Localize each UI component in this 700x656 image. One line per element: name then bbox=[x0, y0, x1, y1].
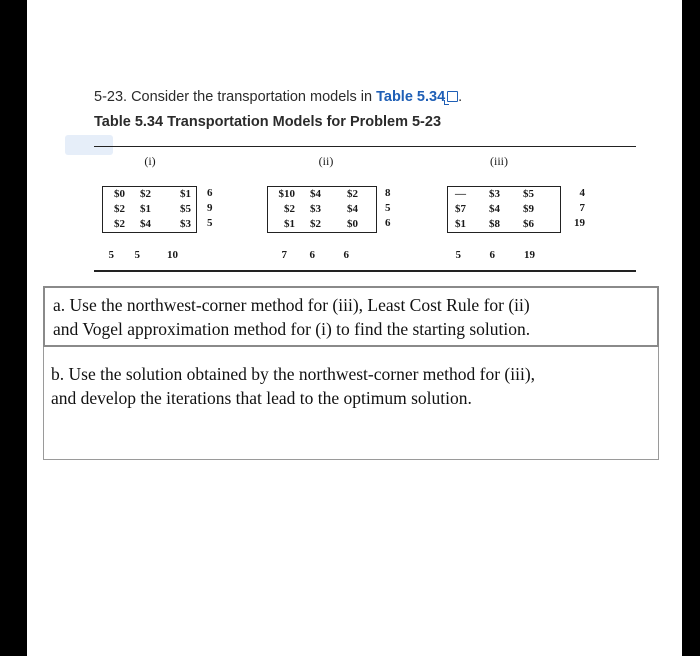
problem-suffix: . bbox=[458, 89, 463, 105]
problem-prefix: 5-23. Consider the transportation models in bbox=[94, 89, 377, 105]
cost-cell: $2 bbox=[310, 218, 321, 230]
demand-value: 10 bbox=[167, 249, 178, 261]
cost-cell: $5 bbox=[523, 188, 534, 200]
supply-value: 6 bbox=[385, 217, 391, 229]
demand-value: 7 bbox=[281, 249, 287, 261]
table-title: Table 5.34 Transportation Models for Problem 5-23 bbox=[94, 114, 442, 130]
cost-row bbox=[103, 217, 196, 232]
cost-cell: $1 bbox=[180, 188, 191, 200]
model-ii-demand bbox=[267, 249, 349, 261]
cost-row bbox=[103, 202, 196, 217]
cost-cell: $1 bbox=[140, 203, 151, 215]
supply-value: 5 bbox=[207, 217, 213, 229]
problem-statement bbox=[94, 89, 462, 105]
cost-row bbox=[268, 202, 376, 217]
cost-cell: $0 bbox=[114, 188, 125, 200]
cost-cell: — bbox=[455, 188, 466, 200]
table-top-rule bbox=[94, 146, 636, 147]
model-i-label: (i) bbox=[144, 154, 156, 168]
cost-cell: $4 bbox=[489, 203, 500, 215]
cost-cell: $10 bbox=[278, 188, 295, 200]
document-page bbox=[27, 0, 682, 656]
cost-cell: $2 bbox=[140, 188, 151, 200]
model-i-supply bbox=[207, 186, 213, 231]
cost-row bbox=[103, 187, 196, 202]
demand-value: 5 bbox=[108, 249, 114, 261]
supply-value: 6 bbox=[207, 187, 213, 199]
question-b bbox=[51, 362, 651, 410]
cost-cell: $2 bbox=[347, 188, 358, 200]
table-link[interactable]: Table 5.34 bbox=[376, 89, 446, 105]
supply-value: 7 bbox=[579, 202, 585, 214]
cost-cell: $9 bbox=[523, 203, 534, 215]
cost-cell: $4 bbox=[310, 188, 321, 200]
cost-cell: $5 bbox=[180, 203, 191, 215]
demand-value: 6 bbox=[343, 249, 349, 261]
supply-value: 8 bbox=[385, 187, 391, 199]
cost-cell: $3 bbox=[180, 218, 191, 230]
cost-cell: $1 bbox=[455, 218, 466, 230]
supply-value: 9 bbox=[207, 202, 213, 214]
question-a-line: a. Use the northwest-corner method for (iii), Least Cost Rule for (ii) bbox=[53, 295, 530, 315]
cost-cell: $2 bbox=[284, 203, 295, 215]
cost-cell: $3 bbox=[310, 203, 321, 215]
cost-row bbox=[268, 187, 376, 202]
model-iii-label: (iii) bbox=[490, 154, 508, 168]
cost-cell: $6 bbox=[523, 218, 534, 230]
cost-cell: $7 bbox=[455, 203, 466, 215]
cost-row bbox=[448, 202, 560, 217]
model-i-cost-matrix bbox=[102, 186, 197, 233]
demand-value: 5 bbox=[134, 249, 140, 261]
model-ii-label: (ii) bbox=[318, 154, 334, 168]
model-iii-demand bbox=[447, 249, 535, 261]
question-a bbox=[43, 286, 659, 347]
cost-cell: $4 bbox=[347, 203, 358, 215]
supply-value: 19 bbox=[574, 217, 585, 229]
demand-value: 6 bbox=[489, 249, 495, 261]
model-iii-supply bbox=[565, 186, 585, 231]
demand-value: 6 bbox=[309, 249, 315, 261]
demand-value: 5 bbox=[455, 249, 461, 261]
supply-value: 4 bbox=[579, 187, 585, 199]
table-bottom-rule bbox=[94, 270, 636, 272]
cost-cell: $1 bbox=[284, 218, 295, 230]
model-ii-cost-matrix bbox=[267, 186, 377, 233]
cost-cell: $2 bbox=[114, 203, 125, 215]
supply-value: 5 bbox=[385, 202, 391, 214]
model-i-demand bbox=[102, 249, 178, 261]
external-link-icon[interactable] bbox=[447, 91, 458, 102]
question-b-line: and develop the iterations that lead to the optimum solution. bbox=[51, 388, 472, 408]
cost-cell: $3 bbox=[489, 188, 500, 200]
cost-cell: $2 bbox=[114, 218, 125, 230]
highlight-mark bbox=[65, 135, 113, 155]
cost-row bbox=[448, 217, 560, 232]
cost-cell: $4 bbox=[140, 218, 151, 230]
demand-value: 19 bbox=[524, 249, 535, 261]
cost-row bbox=[268, 217, 376, 232]
model-iii-cost-matrix bbox=[447, 186, 561, 233]
cost-cell: $0 bbox=[347, 218, 358, 230]
question-b-line: b. Use the solution obtained by the northwest-corner method for (iii), bbox=[51, 364, 536, 384]
model-ii-supply bbox=[385, 186, 391, 231]
cost-row bbox=[448, 187, 560, 202]
cost-cell: $8 bbox=[489, 218, 500, 230]
question-a-line: and Vogel approximation method for (i) to find the starting solution. bbox=[53, 319, 531, 339]
